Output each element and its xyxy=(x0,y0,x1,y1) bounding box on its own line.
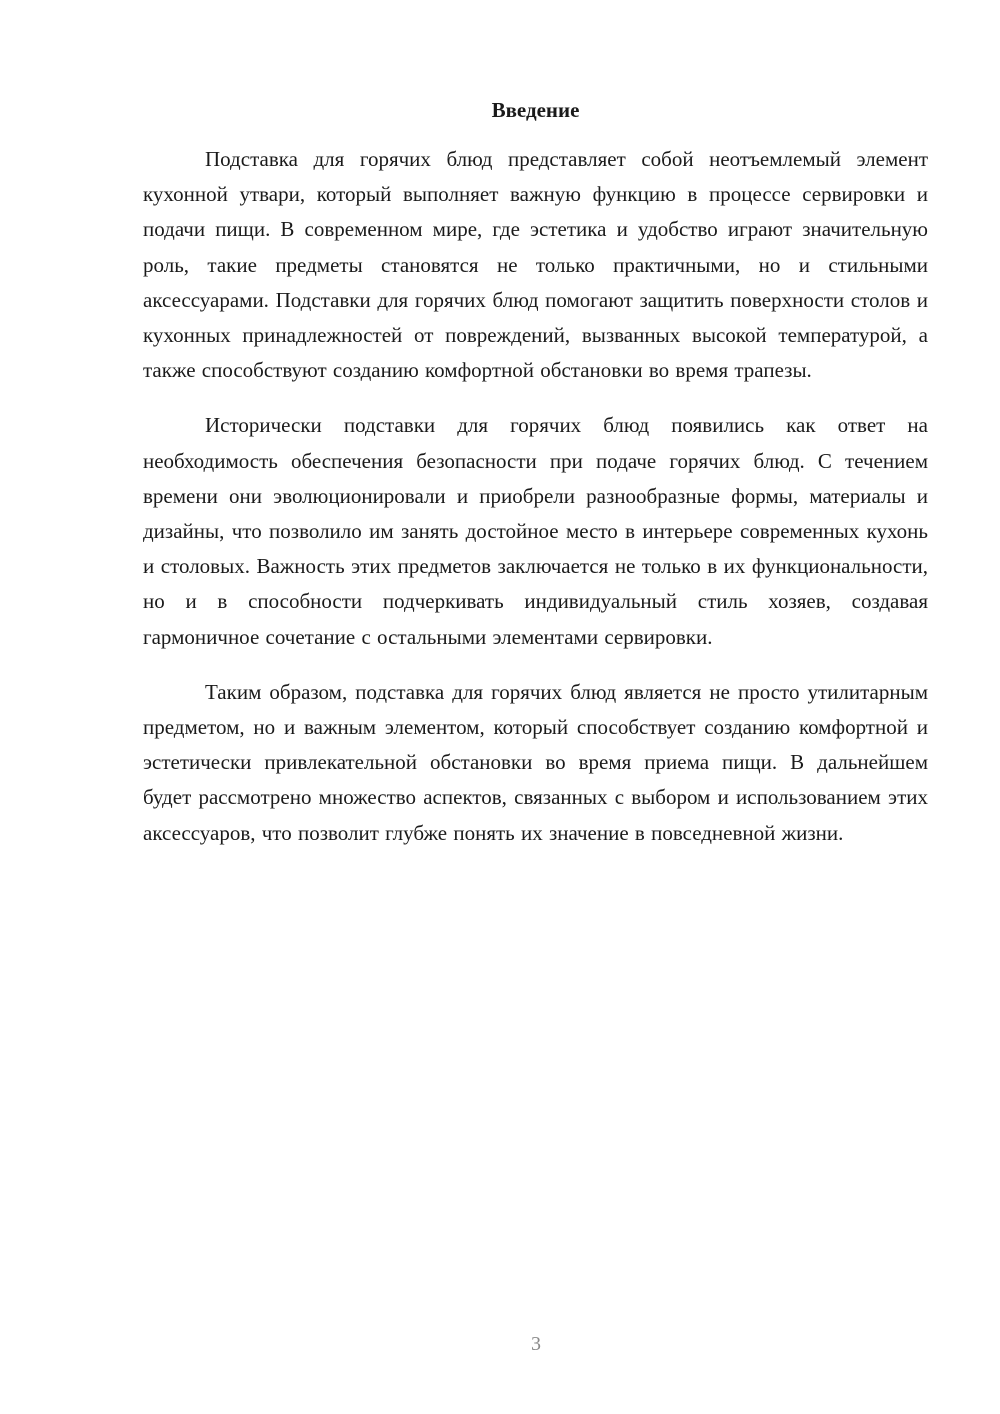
page-number: 3 xyxy=(531,1333,541,1355)
paragraph-1: Подставка для горячих блюд представляет собой неотъемлемый элемент кухонной утвари, который выполняет важную функцию в процессе сервировки и подачи пищи. В современном мире, где эстетика и удобство играют значительную роль, такие предметы становятся не только практичными, но и стильными аксессуарами. Подставки для горячих блюд помогают защитить поверхности столов и кухонных принадлежностей от повреждений, вызванных высокой температурой, а также способствуют созданию комфортной обстановки во время трапезы. xyxy=(143,147,928,383)
section-heading: Введение xyxy=(491,98,580,122)
paragraph-3: Таким образом, подставка для горячих блюд является не просто утилитарным предметом, но и важным элементом, который способствует созданию комфортной и эстетически привлекательной обстановки во время приема пищи. В дальнейшем будет рассмотрено множество аспектов, связанных с выбором и использованием этих аксессуаров, что позволит глубже понять их значение в повседневной жизни. xyxy=(143,679,928,845)
paragraph-2: Исторически подставки для горячих блюд появились как ответ на необходимость обеспечения безопасности при подаче горячих блюд. С течением времени они эволюционировали и приобрели разнообразные формы, материалы и дизайны, что позволило им занять достойное место в интерьере современных кухонь и столовых. Важность этих предметов заключается не только в их функциональности, но и в способности подчеркивать индивидуальный стиль хозяев, создавая гармоничное сочетание с остальными элементами сервировки. xyxy=(143,413,928,649)
page-content xyxy=(143,92,928,871)
